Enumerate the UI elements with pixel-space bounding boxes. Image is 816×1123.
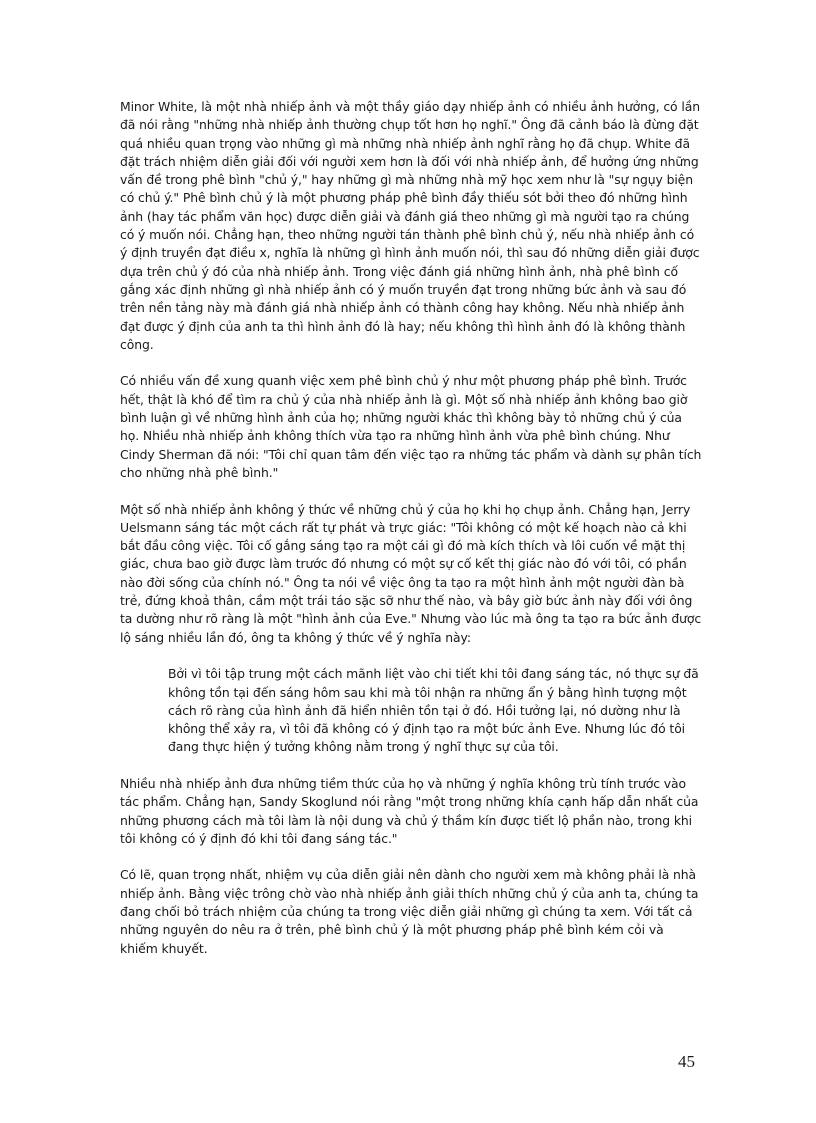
page-number: 45 — [678, 1052, 695, 1071]
paragraph-problems: Có nhiều vấn đề xung quanh việc xem phê bình chủ ý như một phương pháp phê bình. Trước hết, thật là khó để tìm ra chủ ý của nhà nhiếp ảnh là gì. Một số nhà nhiếp ảnh không bao giờ bình luận gì về những hình ảnh của họ; những người khác thì không bày tỏ những chủ ý của họ. Nhiều nhà nhiếp ảnh không thích vừa tạo ra những hình ảnh vừa phê bình chúng. Như Cindy Sherman đã nói: "Tôi chỉ quan tâm đến việc tạo ra những tác phẩm và dành sự phân tích cho những nhà phê bình." — [120, 373, 702, 480]
paragraph-uelsmann: Một số nhà nhiếp ảnh không ý thức về những chủ ý của họ khi họ chụp ảnh. Chẳng hạn, Jerry Uelsmann sáng tác một cách rất tự phát và trực giác: "Tôi không có một kế hoạch nào cả khi bắt đầu công việc. Tôi cố gắng sáng tạo ra một cái gì đó mà kích thích và lôi cuốn về mặt thị giác, chưa bao giờ được làm trước đó nhưng có một sự cố kết thị giác nào đó với tôi, có phần nào đời sống của chính nó." Ông ta nói về việc ông ta tạo ra một hình ảnh một người đàn bà trẻ, đứng khoả thân, cầm một trái táo sặc sỡ như thế nào, và bây giờ bức ảnh này đối với ông ta dường như rõ ràng là một "hình ảnh của Eve." Nhưng vào lúc mà ông ta tạo ra bức ảnh được lộ sáng nhiều lần đó, ông ta không ý thức về ý nghĩa này: — [120, 501, 702, 645]
paragraph-skoglund: Nhiều nhà nhiếp ảnh đưa những tiềm thức của họ và những ý nghĩa không trù tính trước vào tác phẩm. Chẳng hạn, Sandy Skoglund nói rằng "một trong những khía cạnh hấp dẫn nhất của những phương cách mà tôi làm là nội dung và chủ ý thầm kín được tiết lộ phần nào, trong khi tôi không có ý định đó khi tôi đang sáng tác." — [120, 775, 699, 846]
paragraph-conclusion: Có lẽ, quan trọng nhất, nhiệm vụ của diễn giải nên dành cho người xem mà không phải là nhà nhiếp ảnh. Bằng việc trông chờ vào nhà nhiếp ảnh giải thích những chủ ý của anh ta, chúng ta đang chối bỏ trách nhiệm của chúng ta trong việc diễn giải những gì chúng ta xem. Với tất cả những nguyên do nêu ra ở trên, phê bình chủ ý là một phương pháp phê bình kém cỏi và khiếm khuyết. — [120, 867, 699, 956]
paragraph-minor-white: Minor White, là một nhà nhiếp ảnh và một thầy giáo dạy nhiếp ảnh có nhiều ảnh hưởng, có lần đã nói rằng "những nhà nhiếp ảnh thường chụp tốt hơn họ nghĩ." Ông đã cảnh báo là đừng đặt quá nhiều quan trọng vào những gì mà những nhà nhiếp ảnh nghĩ rằng họ đã chụp. White đã đặt trách nhiệm diễn giải đối với người xem hơn là đối với nhà nhiếp ảnh, để hưởng ứng những vấn đề trong phê bình "chủ ý," hay những gì mà những nhà mỹ học xem như là "sự ngụy biện có chủ ý." Phê bình chủ ý là một phương pháp phê bình đầy thiếu sót bởi theo đó những hình ảnh (hay tác phẩm văn học) được diễn giải và đánh giá theo những gì mà người tạo ra chúng có ý muốn nói. Chẳng hạn, theo những người tán thành phê bình chủ ý, nếu nhà nhiếp ảnh có ý định truyền đạt điều x, nghĩa là những gì hình ảnh muốn nói, thì sau đó những diễn giải được dựa trên chủ ý đó của nhà nhiếp ảnh. Trong việc đánh giá những hình ảnh, nhà phê bình cố gắng xác định những gì nhà nhiếp ảnh có ý muốn truyền đạt trong những bức ảnh và sau đó trên nền tảng này mà đánh giá nhà nhiếp ảnh có thành công hay không. Nếu nhà nhiếp ảnh đạt được ý định của anh ta thì hình ảnh đó là hay; nếu không thì hình ảnh đó là không thành công. — [120, 99, 700, 352]
block-quote: Bởi vì tôi tập trung một cách mãnh liệt vào chi tiết khi tôi đang sáng tác, nó thực sự đã không tồn tại đến sáng hôm sau khi mà tôi nhận ra những ẩn ý bằng hình tượng một cách rõ ràng của hình ảnh đã hiển nhiên tồn tại ở đó. Hồi tưởng lại, nó dường như là không thể xảy ra, vì tôi đã không có ý định tạo ra một bức ảnh Eve. Nhưng lúc đó tôi đang thực hiện ý tưởng không nằm trong ý nghĩ thực sự của tôi. — [168, 666, 699, 755]
body-text — [120, 98, 704, 976]
